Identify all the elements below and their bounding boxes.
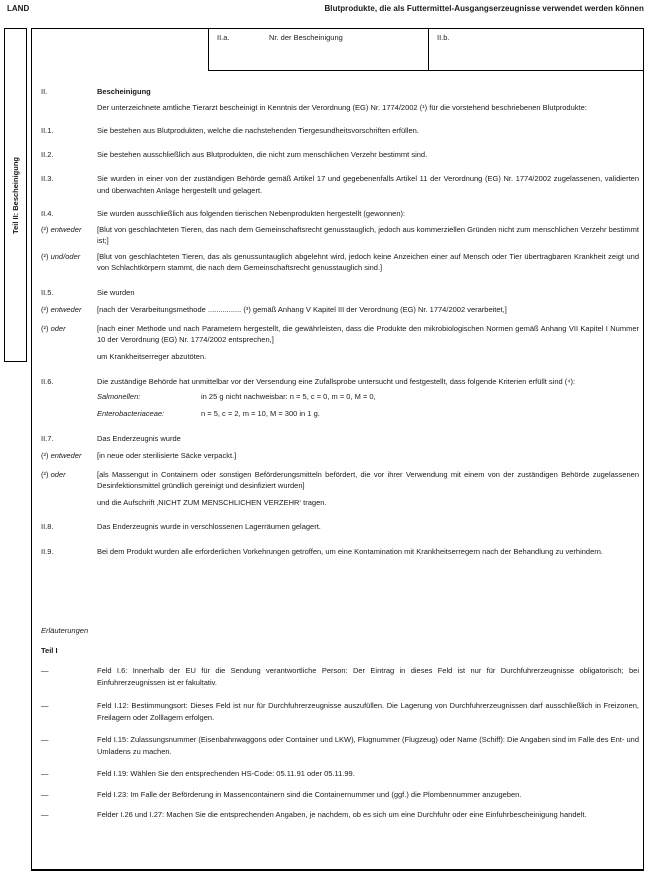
item-ii3 (41, 173, 639, 196)
notes-part-title: Teil I (41, 645, 58, 655)
cell-iib (428, 29, 643, 70)
item-ii6 (41, 376, 639, 388)
dash-bullet: — (41, 789, 49, 799)
note-feld-i12 (41, 700, 639, 723)
page-header (7, 4, 644, 18)
item-number: II.4. (41, 209, 54, 218)
item-ii1 (41, 125, 639, 137)
item-ii7-closing (41, 497, 639, 509)
item-ii8 (41, 521, 639, 533)
certificate-frame (31, 28, 644, 871)
item-text: Bei dem Produkt wurden alle erforderlichen Vorkehrungen getroffen, um eine Kontamination mit Krankheitserregern nach der Behandlung zu verhindern. (97, 546, 603, 556)
intro-paragraph (41, 102, 639, 114)
clause-text: [Blut von geschlachteten Tieren, das nach dem Gemeinschaftsrecht genusstauglich, jedoch aus kommerziellen Gründen nicht zum menschlichen Verzehr bestimmt ist;] (97, 224, 639, 245)
item-number: II.2. (41, 149, 54, 159)
clause-text: um Krankheitserreger abzutöten. (97, 351, 207, 361)
dash-bullet: — (41, 666, 49, 675)
item-number: II.5. (41, 287, 54, 297)
criterion-value: n = 5, c = 2, m = 10, M = 300 in 1 g. (201, 409, 320, 418)
dash-bullet: — (41, 810, 49, 819)
item-ii7-clause-entweder (41, 450, 639, 462)
iia-title: Nr. der Bescheinigung (269, 33, 343, 42)
notes-title: Erläuterungen (41, 626, 89, 635)
clause-text: [in neue oder sterilisierte Säcke verpackt.] (97, 451, 237, 460)
item-ii7 (41, 433, 639, 445)
item-ii5 (41, 287, 639, 299)
item-ii4 (41, 208, 639, 220)
iib-label: II.b. (437, 33, 450, 42)
dash-bullet: — (41, 735, 49, 744)
item-number: II.1. (41, 126, 54, 135)
clause-label: (²) oder (41, 323, 66, 333)
note-feld-i19 (41, 768, 639, 780)
note-felder-i26-i27 (41, 809, 639, 821)
item-text: Das Enderzeugnis wurde (97, 433, 181, 443)
note-feld-i6 (41, 665, 639, 688)
document-title: Blutprodukte, die als Futtermittel-Ausgangserzeugnisse verwendet werden können (324, 4, 644, 13)
item-text: Sie bestehen ausschließlich aus Blutprodukten, die nicht zum menschlichen Verzehr bestimmt sind. (97, 149, 428, 159)
clause-text: [Blut von geschlachteten Tieren, das als genussuntauglich abgelehnt wird, jedoch keine Anzeichen einer auf Mensch oder Tier übertragbaren Krankheit zeigt und von Schlachtkörpern stammt, die nach dem Gemeinschaftsrecht genusstauglich sind.] (97, 251, 639, 272)
criterion-value: in 25 g nicht nachweisbar: n = 5, c = 0, m = 0, M = 0, (201, 391, 376, 401)
clause-label: (²) und/oder (41, 251, 81, 261)
item-number: II.8. (41, 522, 54, 531)
iia-label: II.a. (217, 33, 230, 42)
item-text: Sie wurden ausschließlich aus folgenden tierischen Nebenprodukten hergestellt (gewonnen): (97, 209, 406, 218)
section-title: Bescheinigung (97, 87, 151, 96)
note-feld-i15 (41, 734, 639, 757)
intro-text: Der unterzeichnete amtliche Tierarzt bescheinigt in Kenntnis der Verordnung (EG) Nr. 1774/2002 (¹) für die vorstehend beschriebenen Blutprodukte: (97, 102, 587, 112)
item-number: II.7. (41, 433, 54, 443)
note-text: Feld I.15: Zulassungsnummer (Eisenbahnwaggons oder Container und LKW), Flugnummer (Flugzeug) oder Name (Schiff): Die Angaben sind im Falle des Ent- und Umladens zu machen. (97, 735, 639, 756)
criterion-salmonellen (41, 391, 639, 403)
section-ii-heading (41, 86, 639, 98)
item-ii5-clause-entweder (41, 304, 639, 316)
item-text: Sie bestehen aus Blutprodukten, welche die nachstehenden Tiergesundheitsvorschriften erfüllen. (97, 126, 419, 135)
clause-label: (²) oder (41, 469, 66, 479)
dash-bullet: — (41, 701, 49, 710)
note-text: Feld I.23: Im Falle der Beförderung in Massencontainern sind die Containernummer und (ggf.) die Plombennummer anzugeben. (97, 789, 522, 799)
certificate-body (32, 71, 643, 821)
criterion-term: Salmonellen: (97, 391, 141, 401)
cell-iia (209, 29, 428, 70)
item-text: Die zuständige Behörde hat unmittelbar vor der Versendung eine Zufallsprobe untersucht und festgestellt, dass folgende Kriterien erfüllt sind (⁴): (97, 377, 576, 386)
item-ii4-clause-entweder (41, 224, 639, 247)
note-text: Feld I.6: Innerhalb der EU für die Sendung verantwortliche Person: Der Eintrag in dieses Feld ist nur für Durchfuhrerzeugnisse obligatorisch; bei Einfuhrerzeugnissen ist er fakultativ. (97, 666, 639, 687)
item-text: Sie wurden in einer von der zuständigen Behörde gemäß Artikel 17 und gegebenenfalls Artikel 11 der Verordnung (EG) Nr. 1774/2002 zugelassenen, validierten und überwachten Anlage hergestellt und gelagert. (97, 174, 639, 195)
item-ii2 (41, 149, 639, 161)
part-ii-sidebar-label: Teil II: Bescheinigung (11, 156, 20, 234)
clause-label: (²) entweder (41, 451, 82, 460)
item-ii7-clause-oder (41, 469, 639, 492)
item-text: Das Enderzeugnis wurde in verschlossenen Lagerräumen gelagert. (97, 522, 321, 531)
item-ii5-closing (41, 351, 639, 363)
clause-text: und die Aufschrift ‚NICHT ZUM MENSCHLICHEN VERZEHR‘ tragen. (97, 497, 327, 507)
item-ii5-clause-oder (41, 323, 639, 346)
item-number: II.3. (41, 174, 54, 183)
note-text: Feld I.12: Bestimmungsort: Dieses Feld ist nur für Durchfuhrerzeugnisse auszufüllen. Die Lagerung von Durchfuhrerzeugnissen darf ausschließlich in Freizonen, Freilagern oder Zolllagern erfolgen. (97, 701, 639, 722)
clause-text: [als Massengut in Containern oder sonstigen Beförderungsmitteln befördert, die vor ihrer Verwendung mit einem von der zuständigen Behörde zugelassenen Desinfektionsmittel gründlich gereinigt und desinfiziert wurden] (97, 469, 639, 490)
clause-text: [nach der Verarbeitungsmethode ................ (³) gemäß Anhang V Kapitel III der Verordnung (EG) Nr. 1774/2002 verarbeitet,] (97, 305, 507, 314)
item-ii9 (41, 546, 639, 558)
item-ii4-clause-undoder (41, 251, 639, 274)
criterion-enterobacteriaceae (41, 408, 639, 420)
clause-text: [nach einer Methode und nach Parametern hergestellt, die gewährleisten, dass die Produkte den mikrobiologischen Normen gemäß Anhang VII Kapitel I Nummer 10 der Verordnung (EG) Nr. 1774/2002 entsprechen,] (97, 323, 639, 344)
dash-bullet: — (41, 769, 49, 778)
clause-label: (²) entweder (41, 224, 82, 234)
note-text: Feld I.19: Wählen Sie den entsprechenden HS-Code: 05.11.91 oder 05.11.99. (97, 769, 355, 778)
part-ii-sidebar (4, 28, 27, 362)
item-number: II.9. (41, 546, 54, 556)
item-text: Sie wurden (97, 287, 135, 297)
criterion-term: Enterobacteriaceae: (97, 409, 165, 418)
item-number: II. (41, 87, 48, 96)
country-label: LAND (7, 4, 30, 13)
note-text: Felder I.26 und I.27: Machen Sie die entsprechenden Angaben, je nachdem, ob es sich um eine Durchfuhr oder eine Einfuhrbescheinigung handelt. (97, 810, 587, 819)
item-number: II.6. (41, 377, 54, 386)
clause-label: (²) entweder (41, 305, 82, 314)
reference-number-box (208, 29, 643, 71)
note-feld-i23 (41, 789, 639, 801)
